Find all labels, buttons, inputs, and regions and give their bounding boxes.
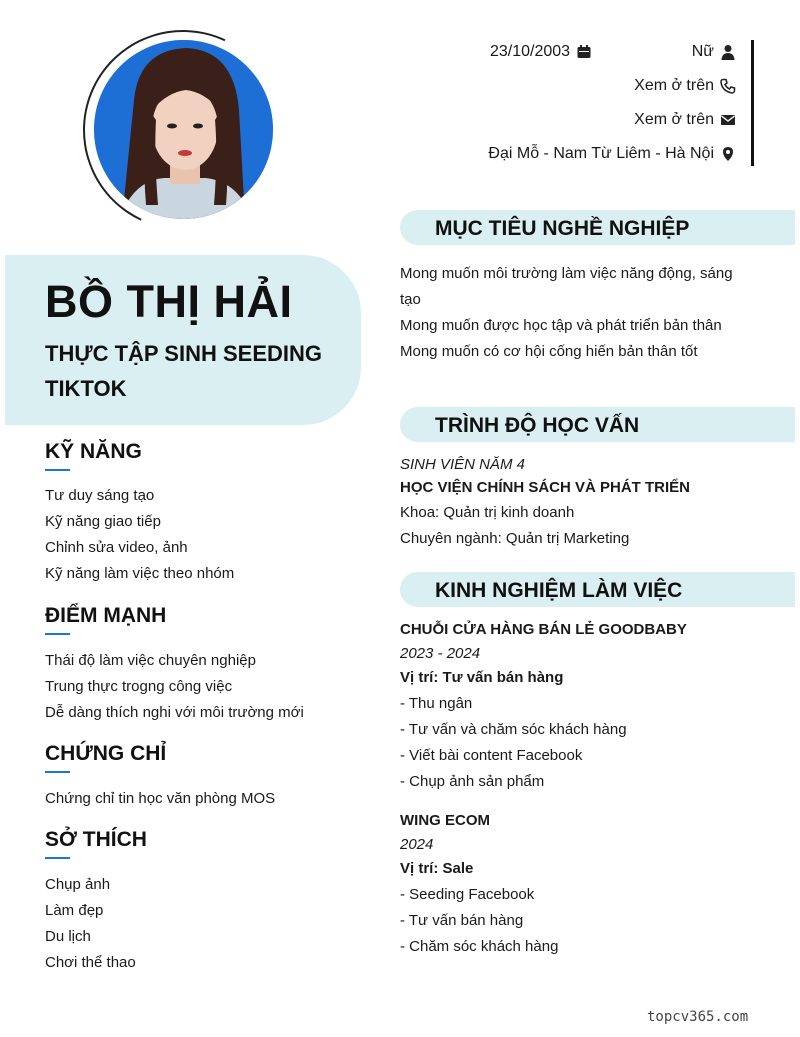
gender-text: Nữ: [691, 43, 714, 60]
list-item: Kỹ năng làm việc theo nhóm: [45, 565, 235, 582]
list-item: Trung thực trogng công việc: [45, 678, 233, 695]
job-company: WING ECOM: [400, 812, 490, 829]
contact-divider: [751, 40, 754, 166]
certificates-title: CHỨNG CHỈ: [45, 742, 167, 765]
list-item: Làm đẹp: [45, 902, 104, 919]
address: [488, 145, 736, 163]
user-icon: [720, 44, 736, 60]
education-major: Chuyên ngành: Quản trị Marketing: [400, 530, 630, 547]
education-title: TRÌNH ĐỘ HỌC VẤN: [435, 414, 640, 437]
objective-line: tạo: [400, 291, 421, 308]
job-period: 2024: [400, 836, 434, 853]
education-level: SINH VIÊN NĂM 4: [400, 456, 526, 473]
objective-line: Mong muốn có cơ hội cống hiến bản thân tốt: [400, 343, 698, 360]
full-name: BỒ THỊ HẢI: [45, 276, 293, 327]
strengths-list: [45, 648, 304, 726]
job-task: - Viết bài content Facebook: [400, 747, 583, 764]
footer-site: topcv365.com: [647, 1009, 749, 1025]
list-item: Chứng chỉ tin học văn phòng MOS: [45, 790, 276, 807]
list-item: Dễ dàng thích nghi với môi trường mới: [45, 704, 304, 721]
objective-line: Mong muốn môi trường làm việc năng động, sáng: [400, 265, 733, 282]
list-item: Chụp ảnh: [45, 876, 111, 893]
skills-list: [45, 483, 234, 587]
phone-text: Xem ở trên: [634, 77, 714, 94]
email: [634, 111, 736, 129]
education-school: HỌC VIỆN CHÍNH SÁCH VÀ PHÁT TRIỂN: [400, 479, 691, 496]
experience-title: KINH NGHIỆM LÀM VIỆC: [435, 579, 683, 602]
list-item: Tư duy sáng tạo: [45, 487, 155, 504]
job-position: Vị trí: Sale: [400, 860, 474, 877]
strengths-underline: [45, 633, 70, 635]
job-task: - Chăm sóc khách hàng: [400, 938, 559, 955]
location-pin-icon: [720, 146, 736, 162]
job-task: - Tư vấn và chăm sóc khách hàng: [400, 721, 627, 738]
hobbies-underline: [45, 857, 70, 859]
certificates-list: [45, 786, 275, 812]
job-title: THỰC TẬP SINH SEEDING TIKTOK: [45, 341, 322, 401]
profile-photo: [94, 40, 273, 219]
calendar-icon: [576, 44, 592, 60]
list-item: Kỹ năng giao tiếp: [45, 513, 161, 530]
job-task: - Seeding Facebook: [400, 886, 535, 903]
skills-title: KỸ NĂNG: [45, 440, 142, 463]
dob-text: 23/10/2003: [490, 43, 571, 60]
email-text: Xem ở trên: [634, 111, 714, 128]
address-text: Đại Mỗ - Nam Từ Liêm - Hà Nội: [488, 145, 714, 162]
objective-line: Mong muốn được học tập và phát triển bản thân: [400, 317, 722, 334]
objective-title: MỤC TIÊU NGHỀ NGHIỆP: [435, 217, 690, 240]
hobbies-title: SỞ THÍCH: [45, 828, 147, 851]
job-position: Vị trí: Tư vấn bán hàng: [400, 669, 564, 686]
gender: [692, 43, 736, 61]
job-task: - Thu ngân: [400, 695, 473, 712]
job-period: 2023 - 2024: [400, 645, 481, 662]
certificates-underline: [45, 771, 70, 773]
list-item: Chỉnh sửa video, ảnh: [45, 539, 188, 556]
list-item: Chơi thể thao: [45, 954, 136, 971]
hobbies-list: [45, 872, 136, 976]
strengths-title: ĐIỂM MẠNH: [45, 604, 167, 627]
job-company: CHUỖI CỬA HÀNG BÁN LẺ GOODBABY: [400, 621, 687, 638]
list-item: Thái độ làm việc chuyên nghiệp: [45, 652, 256, 669]
list-item: Du lịch: [45, 928, 91, 945]
skills-underline: [45, 469, 70, 471]
job-task: - Chụp ảnh sản phẩm: [400, 773, 545, 790]
phone: [634, 77, 736, 95]
education-faculty: Khoa: Quản trị kinh doanh: [400, 504, 575, 521]
job-task: - Tư vấn bán hàng: [400, 912, 524, 929]
envelope-icon: [720, 112, 736, 128]
phone-icon: [720, 78, 736, 94]
